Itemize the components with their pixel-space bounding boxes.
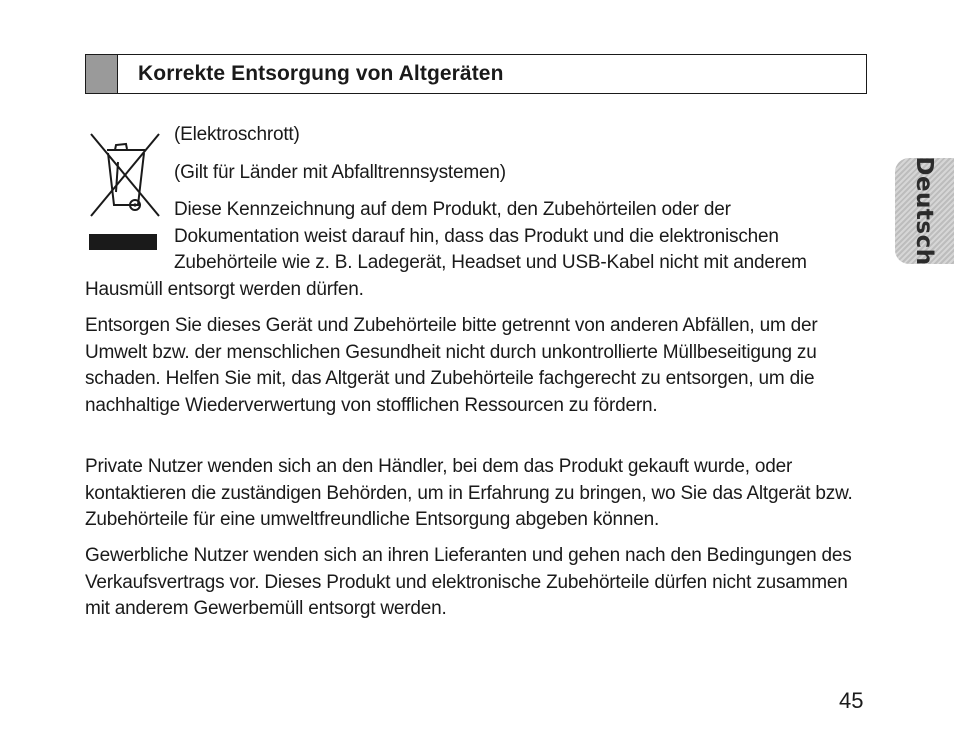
intro-desc-line-3: Zubehörteile wie z. B. Ladegerät, Headset und USB-Kabel nicht mit anderem [174,252,807,273]
paragraph-private-users: Private Nutzer wenden sich an den Händler, bei dem das Produkt gekauft wurde, oder kontaktieren die zuständigen Behörden, um in Erfahrung zu bringen, wo Sie das Altgerät bzw. Zubehörteile für eine umweltfreundliche Entsorgung abgeben können. [85,456,853,530]
section-heading [85,54,867,94]
intro-desc-line-2: Dokumentation weist darauf hin, dass das Produkt und die elektronischen [174,226,779,247]
section-title: Korrekte Entsorgung von Altgeräten [138,62,504,85]
crossed-out-wheelie-bin-icon [85,130,161,220]
page-number: 45 [839,688,864,713]
intro-desc-line-4: Hausmüll entsorgt werden dürfen. [85,279,364,300]
weee-marking-bar [89,234,157,250]
language-tab-label: Deutsch [911,156,937,266]
intro-line-2: (Gilt für Länder mit Abfalltrennsystemen) [174,162,506,183]
paragraph-business-users: Gewerbliche Nutzer wenden sich an ihren Lieferanten und gehen nach den Bedingungen des Verkaufsvertrags vor. Dieses Produkt und elektronische Zubehörteile dürfen nicht zusammen mit anderem Gewerbemüll entsorgt werden. [85,545,852,619]
language-side-tab [895,158,954,264]
intro-desc-line-1: Diese Kennzeichnung auf dem Produkt, den Zubehörteilen oder der [174,199,731,220]
intro-line-1: (Elektroschrott) [174,124,300,145]
heading-tab-marker [86,55,118,93]
paragraph-disposal: Entsorgen Sie dieses Gerät und Zubehörteile bitte getrennt von anderen Abfällen, um der Umwelt bzw. der menschlichen Gesundheit nicht durch unkontrollierte Müllbeseitigung zu schaden. Helfen Sie mit, das Altgerät und Zubehörteile fachgerecht zu entsorgen, um die nachhaltige Wiederverwertung von stofflichen Ressourcen zu fördern. [85,315,818,416]
